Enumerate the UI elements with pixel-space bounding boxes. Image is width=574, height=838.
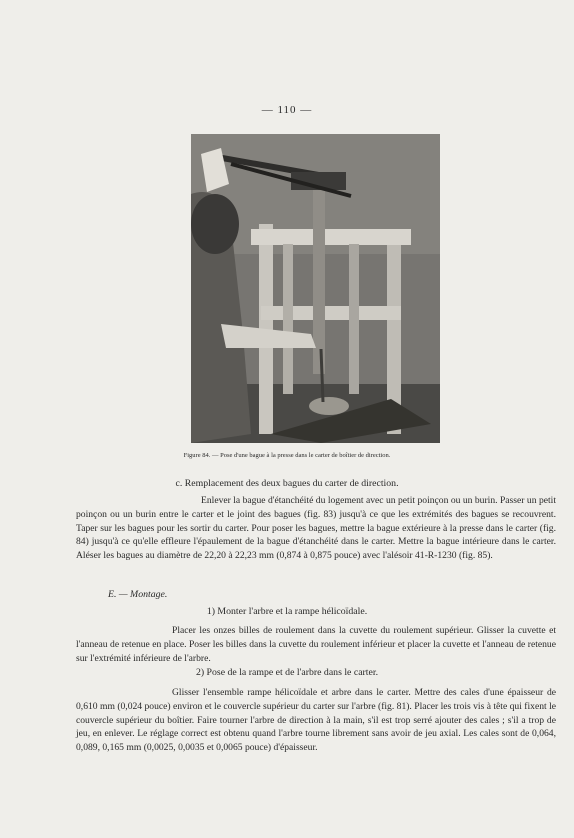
figure-84-photo [191,134,440,443]
section-c-paragraph: Enlever la bague d'étanchéité du logement avec un petit poinçon ou un burin. Passer un petit poinçon ou un burin entre le carter et le joint des bagues (fig. 83) jusqu'à ce que les extrémités des bagues se recouvrent. Taper sur les bagues pour les sortir du carter. Pour poser les bagues, mettre la bague extérieure à la presse dans le carter (fig. 84) jusqu'à ce qu'elle effleure l'épaulement de la bague d'étanchéité dans le carter. Mettre la bague intérieure dans le carter. Aléser les bagues au diamètre de 22,20 à 22,23 mm (0,874 à 0,875 pouce) avec l'alésoir 41-R-1230 (fig. 85). [76,495,556,562]
figure-caption: Figure 84. — Pose d'une bague à la presse dans le carter de boîtier de direction. [183,452,391,459]
step-2-heading: 2) Pose de la rampe et de l'arbre dans le carter. [195,667,379,678]
step-1-heading: 1) Monter l'arbre et la rampe hélicoïdale. [206,606,368,617]
section-c-heading: c. Remplacement des deux bagues du carter de direction. [175,478,399,489]
section-e-heading: E. — Montage. [108,589,168,600]
press-photo-illustration [191,134,440,443]
step-1-paragraph: Placer les onzes billes de roulement dans la cuvette du roulement supérieur. Glisser la cuvette et l'anneau de retenue en place. Poser les billes dans la cuvette du roulement inférieur et placer la cuvette et l'anneau de retenue sur l'extrémité inférieure de l'arbre. [76,625,556,664]
page-number: — 110 — [261,104,313,116]
step-2-paragraph: Glisser l'ensemble rampe hélicoïdale et arbre dans le carter. Mettre des cales d'une épaisseur de 0,610 mm (0,024 pouce) environ et le couvercle supérieur du carter sur l'arbre (fig. 81). Placer les trois vis à tête qui fixent le couvercle supérieur du boîtier. Faire tourner l'arbre de direction à la main, s'il est trop serré ajouter des cales ; s'il a trop de jeu, en enlever. Le réglage correct est obtenu quand l'arbre tourne librement sans avoir de jeu axial. Les cales sont de 0,064, 0,089, 0,165 mm (0,0025, 0,0035 et 0,0065 pouce) d'épaisseur. [76,687,556,754]
